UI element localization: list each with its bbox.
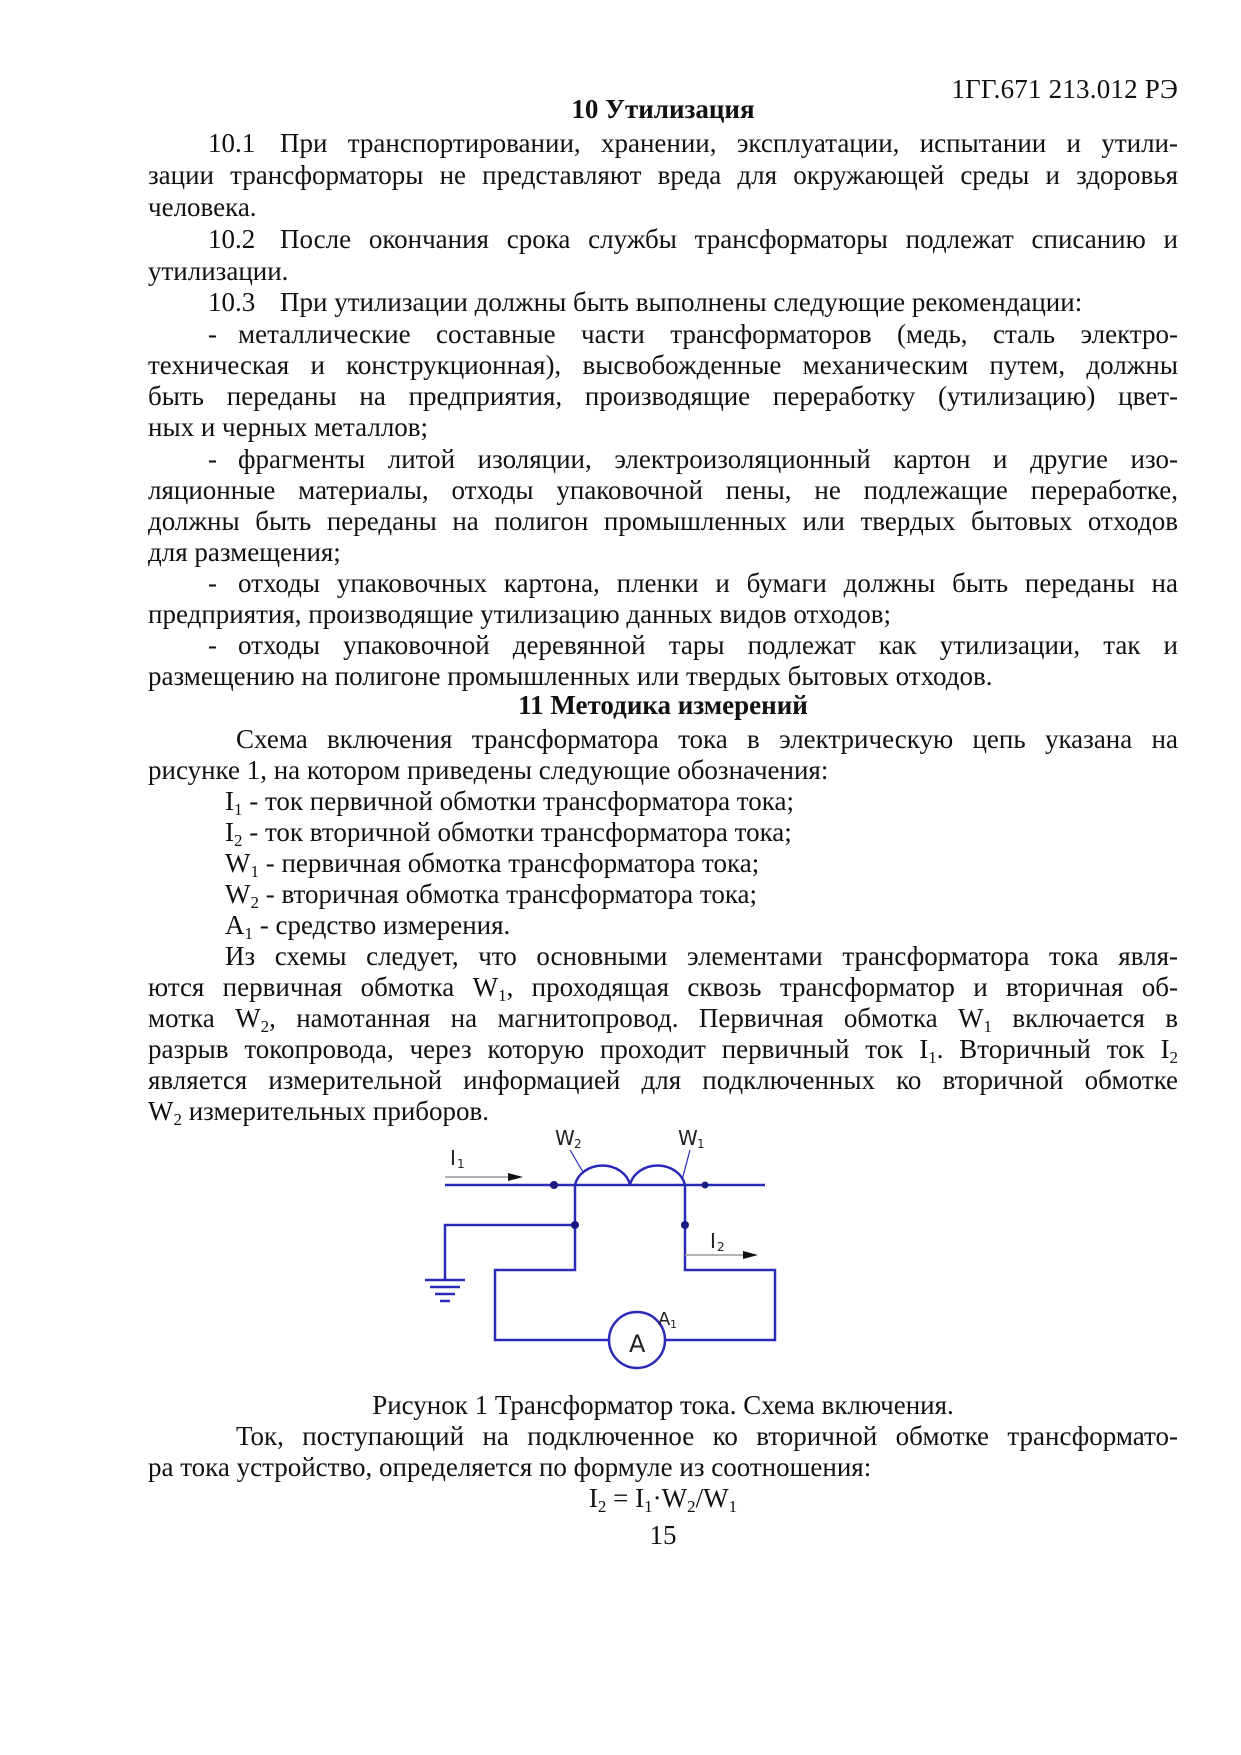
formula-intro-line-1: Ток, поступающий на подключенное ко вторичной обмотке трансформато-: [236, 1421, 1178, 1451]
explanation-line-3: мотка $W_2$, намотанная на магнитопровод. Первичная обмотка $W_1$ включается в: [148, 1003, 1179, 1036]
paragraph-10-1-line-3: человека.: [148, 192, 257, 222]
bullet-1-line-1: - металлические составные части трансформаторов (медь, сталь электро-: [208, 319, 1178, 349]
explanation-line-5: является измерительной информацией для подключенных ко вторичной обмотке: [148, 1065, 1178, 1095]
svg-text:I: I: [710, 1229, 716, 1253]
bullet-4-line-1: - отходы упаковочной деревянной тары подлежат как утилизации, так и: [208, 630, 1178, 660]
svg-text:W: W: [678, 1126, 698, 1150]
paragraph-10-3-line-1: 10.3 При утилизации должны быть выполнены следующие рекомендации:: [208, 287, 1083, 317]
svg-text:2: 2: [717, 1240, 725, 1254]
intro-line-2: рисунке 1, на котором приведены следующие обозначения:: [148, 755, 829, 785]
page-number: 15: [649, 1520, 677, 1550]
legend-item-a1: $A_1$ - средство измерения.: [225, 910, 511, 943]
svg-text:A: A: [658, 1309, 671, 1330]
explanation-line-6: $W_2$ измерительных приборов.: [148, 1096, 490, 1129]
svg-text:1: 1: [670, 1318, 677, 1331]
document-code: 1ГГ.671 213.012 РЭ: [951, 74, 1178, 104]
svg-text:W: W: [555, 1126, 575, 1150]
explanation-line-1: Из схемы следует, что основными элементами трансформатора тока явля-: [225, 941, 1178, 971]
legend-item-i2: $I_2$ - ток вторичной обмотки трансформатора тока;: [225, 817, 792, 850]
explanation-line-4: разрыв токопровода, через которую проходит первичный ток $I_1$. Вторичный ток $I_2$: [148, 1034, 1178, 1067]
paragraph-10-1-line-1: 10.1 При транспортировании, хранении, эксплуатации, испытании и утили-: [208, 128, 1178, 158]
svg-text:A: A: [629, 1330, 646, 1358]
paragraph-10-2-line-1: 10.2 После окончания срока службы трансформаторы подлежат списанию и: [208, 224, 1178, 254]
bullet-1-line-4: ных и черных металлов;: [148, 412, 429, 442]
svg-text:2: 2: [574, 1137, 582, 1151]
current-transformer-circuit-diagram: [420, 1120, 780, 1390]
figure-caption: Рисунок 1 Трансформатор тока. Схема включения.: [372, 1390, 954, 1420]
coil-w2: [575, 1166, 630, 1185]
coil-w1: [630, 1166, 685, 1185]
explanation-line-2: ются первичная обмотка $W_1$, проходящая сквозь трансформатор и вторичная об-: [148, 972, 1178, 1005]
paragraph-10-2-line-2: утилизации.: [148, 256, 289, 286]
legend-item-i1: $I_1$ - ток первичной обмотки трансформатора тока;: [225, 786, 794, 819]
svg-text:1: 1: [697, 1137, 705, 1151]
intro-line-1: Схема включения трансформатора тока в электрическую цепь указана на: [236, 724, 1178, 754]
bullet-1-line-3: быть переданы на предприятия, производящие переработку (утилизацию) цвет-: [148, 381, 1178, 411]
bullet-2-line-4: для размещения;: [148, 537, 341, 567]
bullet-2-line-1: - фрагменты литой изоляции, электроизоляционный картон и другие изо-: [208, 444, 1178, 474]
bullet-4-line-2: размещению на полигоне промышленных или твердых бытовых отходов.: [148, 661, 993, 691]
formula-intro-line-2: ра тока устройство, определяется по формуле из соотношения:: [148, 1452, 872, 1482]
arrow-i2-icon: [743, 1251, 758, 1259]
formula: $I_2 = I_1\cdot W_2/W_1$: [588, 1483, 738, 1516]
legend-item-w2: $W_2$ - вторичная обмотка трансформатора тока;: [225, 879, 758, 912]
svg-text:I: I: [450, 1146, 456, 1170]
bullet-2-line-2: ляционные материалы, отходы упаковочной пены, не подлежащие переработке,: [148, 475, 1178, 505]
bullet-2-line-3: должны быть переданы на полигон промышленных или твердых бытовых отходов: [148, 506, 1178, 536]
bullet-1-line-2: техническая и конструкционная), высвобожденные механическим путем, должны: [148, 350, 1178, 380]
paragraph-10-1-line-2: зации трансформаторы не представляют вреда для окружающей среды и здоровья: [148, 160, 1178, 190]
legend-item-w1: $W_1$ - первичная обмотка трансформатора тока;: [225, 848, 760, 881]
bullet-3-line-1: - отходы упаковочных картона, пленки и бумаги должны быть переданы на: [208, 568, 1178, 598]
section-11-title: 11 Методика измерений: [518, 690, 808, 720]
arrow-i1-icon: [508, 1173, 523, 1181]
section-10-title: 10 Утилизация: [571, 94, 755, 124]
bullet-3-line-2: предприятия, производящие утилизацию данных видов отходов;: [148, 599, 891, 629]
svg-text:1: 1: [457, 1157, 465, 1171]
